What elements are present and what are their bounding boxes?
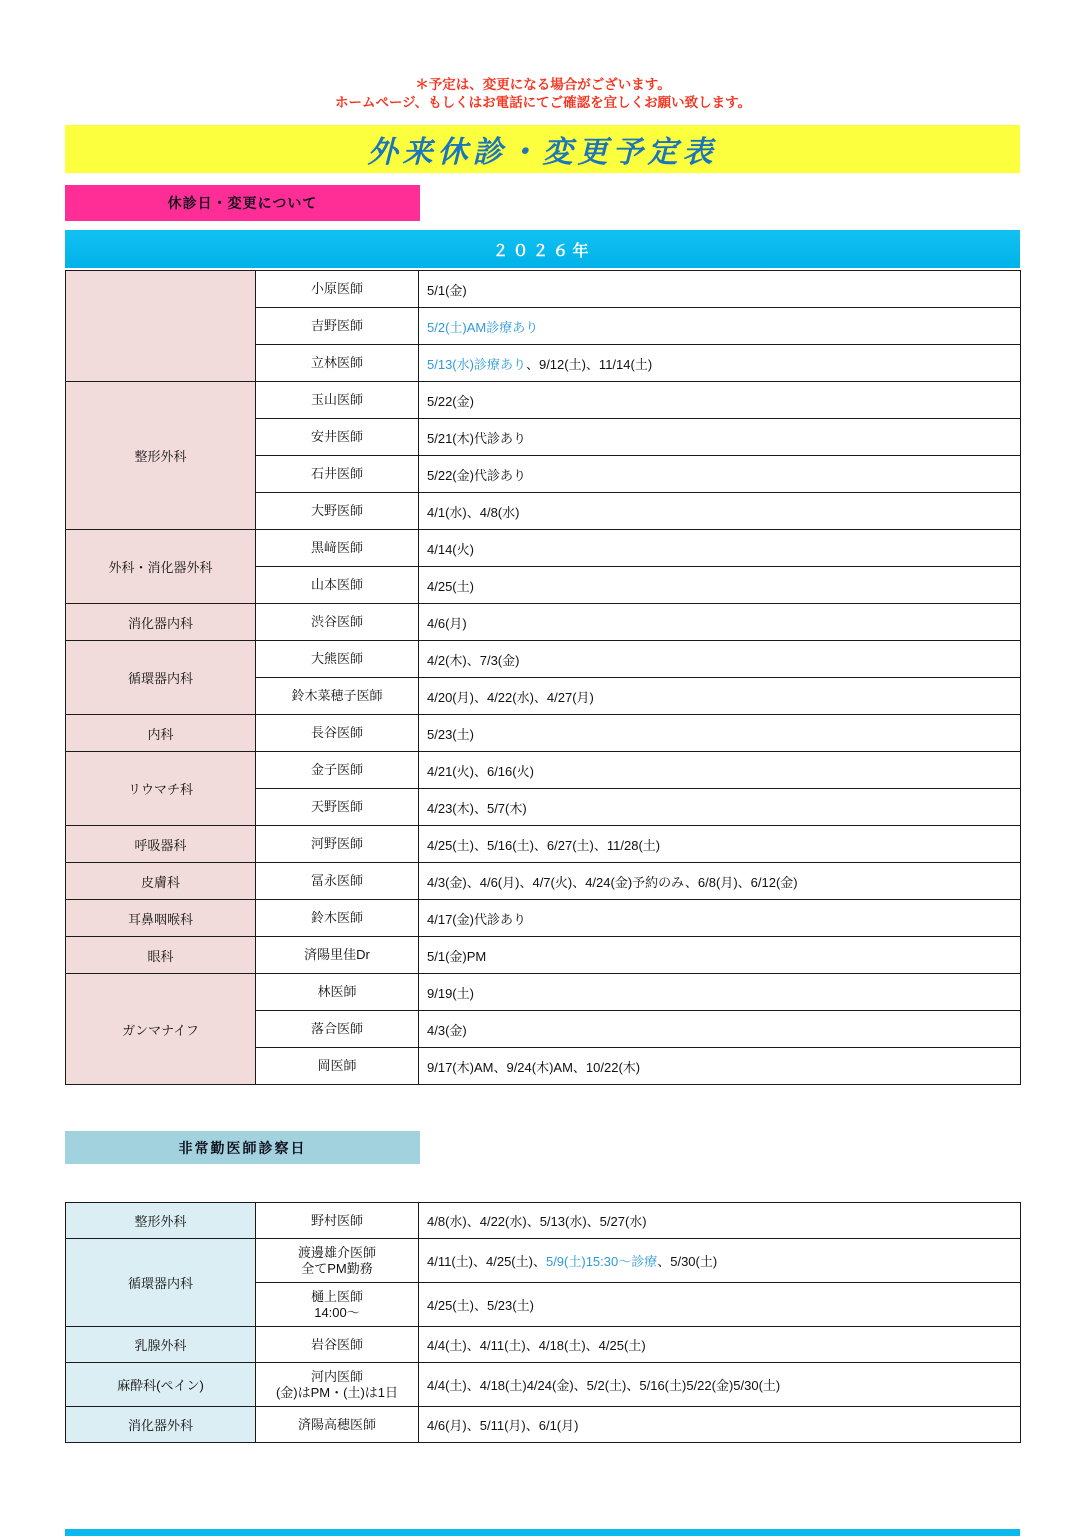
schedule-cell bbox=[419, 345, 1021, 382]
schedule-text: 4/17(金)代診あり bbox=[427, 911, 526, 927]
closure-section-label: 休診日・変更について bbox=[167, 195, 318, 211]
doctor-cell: 天野医師 bbox=[256, 789, 419, 826]
department-cell: 循環器内科 bbox=[66, 641, 256, 715]
schedule-cell bbox=[419, 1011, 1021, 1048]
table-row bbox=[66, 900, 1021, 937]
doctor-cell: 渋谷医師 bbox=[256, 604, 419, 641]
doctor-cell: 大熊医師 bbox=[256, 641, 419, 678]
schedule-text: 4/1(水)、4/8(水) bbox=[427, 504, 520, 520]
schedule-text: 4/3(金)、4/6(月)、4/7(火)、4/24(金)予約のみ、6/8(月)、6/12(金) bbox=[427, 874, 798, 890]
schedule-text: 、5/30(土) bbox=[657, 1254, 718, 1269]
schedule-text: 4/14(火) bbox=[427, 541, 474, 557]
doctor-cell: 河内医師 (金)はPM・(土)は1日 bbox=[256, 1363, 419, 1407]
table-row bbox=[66, 752, 1021, 789]
notice-line-2: ホームページ、もしくはお電話にてご確認を宜しくお願い致します。 bbox=[334, 94, 752, 110]
schedule-cell bbox=[419, 789, 1021, 826]
schedule-text: 5/22(金) bbox=[427, 393, 474, 409]
doctor-cell: 大野医師 bbox=[256, 493, 419, 530]
schedule-text: 4/23(木)、5/7(木) bbox=[427, 800, 527, 816]
schedule-text: 5/1(金) bbox=[427, 282, 467, 298]
schedule-cell bbox=[419, 1363, 1021, 1407]
closure-table bbox=[65, 270, 1021, 1085]
table-row bbox=[66, 863, 1021, 900]
cropped-section-bar bbox=[65, 1529, 1020, 1536]
schedule-cell bbox=[419, 567, 1021, 604]
doctor-cell: 黒﨑医師 bbox=[256, 530, 419, 567]
year-header-bar bbox=[65, 230, 1020, 268]
doctor-cell: 樋上医師 14:00～ bbox=[256, 1283, 419, 1327]
table-row bbox=[66, 1203, 1021, 1239]
department-cell: 皮膚科 bbox=[66, 863, 256, 900]
schedule-cell bbox=[419, 900, 1021, 937]
schedule-cell bbox=[419, 419, 1021, 456]
doctor-cell: 渡邊雄介医師 全てPM勤務 bbox=[256, 1239, 419, 1283]
department-cell: 麻酔科(ペイン) bbox=[66, 1363, 256, 1407]
doctor-cell: 河野医師 bbox=[256, 826, 419, 863]
department-cell: 消化器内科 bbox=[66, 604, 256, 641]
table-row bbox=[66, 604, 1021, 641]
schedule-cell bbox=[419, 493, 1021, 530]
department-cell: 眼科 bbox=[66, 937, 256, 974]
parttime-section-label: 非常勤医師診察日 bbox=[178, 1139, 307, 1156]
schedule-cell bbox=[419, 863, 1021, 900]
schedule-text: 4/4(土)、4/11(土)、4/18(土)、4/25(土) bbox=[427, 1338, 646, 1353]
schedule-text: 4/4(土)、4/18(土)4/24(金)、5/2(土)、5/16(土)5/22(金)5/30(土) bbox=[427, 1378, 781, 1393]
schedule-highlight-text: 5/13(水)診療あり bbox=[427, 356, 526, 372]
schedule-cell bbox=[419, 752, 1021, 789]
schedule-cell bbox=[419, 1048, 1021, 1085]
doctor-cell: 玉山医師 bbox=[256, 382, 419, 419]
table-row bbox=[66, 271, 1021, 308]
schedule-cell bbox=[419, 826, 1021, 863]
department-cell: 外科・消化器外科 bbox=[66, 530, 256, 604]
department-cell: 呼吸器科 bbox=[66, 826, 256, 863]
department-cell: 整形外科 bbox=[66, 1203, 256, 1239]
doctor-cell: 山本医師 bbox=[256, 567, 419, 604]
department-cell: リウマチ科 bbox=[66, 752, 256, 826]
schedule-cell bbox=[419, 715, 1021, 752]
closure-table-body bbox=[66, 271, 1021, 1085]
page-title: 外来休診・変更予定表 bbox=[367, 136, 718, 169]
year-header-label: ２０２６年 bbox=[492, 242, 593, 260]
schedule-text: 4/21(火)、6/16(火) bbox=[427, 763, 534, 779]
table-row bbox=[66, 974, 1021, 1011]
schedule-text: 4/11(土)、4/25(土)、 bbox=[427, 1254, 546, 1269]
schedule-cell bbox=[419, 382, 1021, 419]
schedule-text: 5/23(土) bbox=[427, 726, 474, 742]
schedule-text: 4/8(水)、4/22(水)、5/13(水)、5/27(水) bbox=[427, 1214, 647, 1229]
schedule-cell bbox=[419, 456, 1021, 493]
department-cell: 耳鼻咽喉科 bbox=[66, 900, 256, 937]
doctor-cell: 吉野医師 bbox=[256, 308, 419, 345]
schedule-cell bbox=[419, 1283, 1021, 1327]
schedule-text: 4/6(月)、5/11(月)、6/1(月) bbox=[427, 1418, 579, 1433]
schedule-cell bbox=[419, 308, 1021, 345]
doctor-cell: 鈴木医師 bbox=[256, 900, 419, 937]
schedule-cell bbox=[419, 1407, 1021, 1443]
schedule-cell bbox=[419, 974, 1021, 1011]
schedule-text: 5/21(木)代診あり bbox=[427, 430, 526, 446]
doctor-cell: 金子医師 bbox=[256, 752, 419, 789]
doctor-cell: 長谷医師 bbox=[256, 715, 419, 752]
doctor-cell: 済陽高穂医師 bbox=[256, 1407, 419, 1443]
table-row bbox=[66, 1239, 1021, 1283]
schedule-text: 4/2(木)、7/3(金) bbox=[427, 652, 520, 668]
department-cell: ガンマナイフ bbox=[66, 974, 256, 1085]
schedule-text: 、9/12(土)、11/14(土) bbox=[525, 356, 653, 372]
schedule-cell bbox=[419, 271, 1021, 308]
schedule-highlight-text: 5/9(土)15:30～診療 bbox=[545, 1254, 658, 1269]
schedule-cell bbox=[419, 1239, 1021, 1283]
schedule-text: 4/25(土)、5/23(土) bbox=[427, 1298, 534, 1313]
schedule-cell bbox=[419, 1203, 1021, 1239]
schedule-text: 4/25(土) bbox=[427, 578, 474, 594]
table-row bbox=[66, 382, 1021, 419]
schedule-cell bbox=[419, 604, 1021, 641]
doctor-cell: 落合医師 bbox=[256, 1011, 419, 1048]
department-cell bbox=[66, 271, 256, 382]
department-cell: 整形外科 bbox=[66, 382, 256, 530]
doctor-cell: 小原医師 bbox=[256, 271, 419, 308]
doctor-cell: 安井医師 bbox=[256, 419, 419, 456]
schedule-text: 4/6(月) bbox=[427, 615, 467, 631]
schedule-cell bbox=[419, 678, 1021, 715]
table-row bbox=[66, 1327, 1021, 1363]
doctor-cell: 済陽里佳Dr bbox=[256, 937, 419, 974]
doctor-cell: 野村医師 bbox=[256, 1203, 419, 1239]
schedule-text: 9/17(木)AM、9/24(木)AM、10/22(木) bbox=[427, 1059, 641, 1075]
schedule-text: 4/20(月)、4/22(水)、4/27(月) bbox=[427, 689, 594, 705]
doctor-cell: 冨永医師 bbox=[256, 863, 419, 900]
doctor-cell: 岡医師 bbox=[256, 1048, 419, 1085]
parttime-table bbox=[65, 1202, 1021, 1443]
schedule-cell bbox=[419, 937, 1021, 974]
parttime-section-banner bbox=[65, 1131, 420, 1164]
notice-line-1: ＊予定は、変更になる場合がございます。 bbox=[415, 77, 671, 92]
doctor-cell: 鈴木菜穂子医師 bbox=[256, 678, 419, 715]
table-row bbox=[66, 641, 1021, 678]
department-cell: 内科 bbox=[66, 715, 256, 752]
department-cell: 乳腺外科 bbox=[66, 1327, 256, 1363]
table-row bbox=[66, 937, 1021, 974]
schedule-text: 5/22(金)代診あり bbox=[427, 467, 526, 483]
table-row bbox=[66, 1363, 1021, 1407]
doctor-cell: 林医師 bbox=[256, 974, 419, 1011]
closure-section-banner bbox=[65, 185, 420, 221]
doctor-cell: 石井医師 bbox=[256, 456, 419, 493]
table-row bbox=[66, 715, 1021, 752]
table-row bbox=[66, 530, 1021, 567]
doctor-cell: 立林医師 bbox=[256, 345, 419, 382]
schedule-cell bbox=[419, 1327, 1021, 1363]
title-banner bbox=[65, 125, 1020, 173]
schedule-highlight-text: 5/2(土)AM診療あり bbox=[427, 319, 539, 335]
parttime-table-body bbox=[66, 1203, 1021, 1443]
table-row bbox=[66, 826, 1021, 863]
schedule-text: 4/25(土)、5/16(土)、6/27(土)、11/28(土) bbox=[427, 837, 661, 853]
department-cell: 消化器外科 bbox=[66, 1407, 256, 1443]
schedule-text: 4/3(金) bbox=[427, 1022, 467, 1038]
change-notice bbox=[0, 76, 1086, 112]
department-cell: 循環器内科 bbox=[66, 1239, 256, 1327]
schedule-cell bbox=[419, 530, 1021, 567]
schedule-cell bbox=[419, 641, 1021, 678]
schedule-text: 5/1(金)PM bbox=[427, 948, 487, 964]
schedule-text: 9/19(土) bbox=[427, 985, 474, 1001]
doctor-cell: 岩谷医師 bbox=[256, 1327, 419, 1363]
table-row bbox=[66, 1407, 1021, 1443]
